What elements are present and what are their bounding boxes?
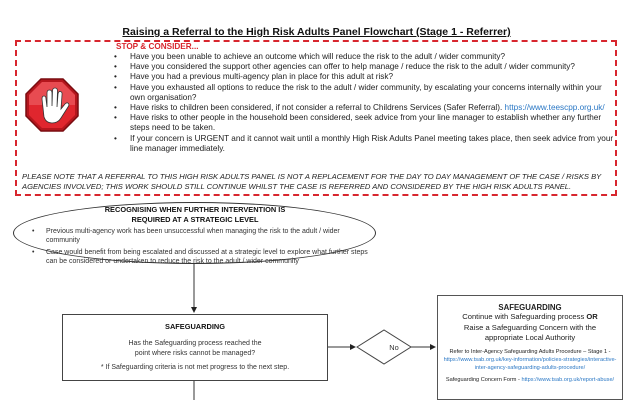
list-item: • Previous multi-agency work has been unsuccessful when managing the risk to the adult / wider community	[30, 227, 370, 245]
safeguarding-outcome-box: SAFEGUARDING Continue with Safeguarding process OR Raise a Safeguarding Concern with the appropriate Local Authority Refer to Inter-Agency Safeguarding Adults Procedure – Stage 1 - https://www.tsab.org.uk/key-information/policies-strategies/interactive-inter-agency-safeguarding-adults-procedure/ Safeguarding Concern Form - https://www.tsab.org.uk/report-abuse/	[437, 295, 623, 400]
recognising-title: RECOGNISING WHEN FURTHER INTERVENTION IS REQUIRED AT A STRATEGIC LEVEL	[104, 205, 286, 224]
referral-note: PLEASE NOTE THAT A REFERRAL TO THIS HIGH RISK ADULTS PANEL IS NOT A REPLACEMENT FOR THE DAY TO DAY MANAGEMENT OF THE CASE / RISKS BY AGENCIES INVOLVED; THIS WORK SHOULD STILL CONTINUE WHILST THE CASE IS REFERRED AND CONSIDERED BY THE HIGH RISK ADULTS PANEL.	[22, 172, 602, 191]
concern-form-text: Safeguarding Concern Form - https://www.tsab.org.uk/report-abuse/	[445, 376, 615, 383]
stop-consider-heading: STOP & CONSIDER...	[116, 42, 199, 51]
decision-no-label: No	[389, 343, 399, 352]
report-abuse-link[interactable]: https://www.tsab.org.uk/report-abuse/	[521, 376, 615, 383]
list-item: • Case would benefit from being escalated and discussed at a strategic level to explore what further steps can be considered or undertaken to reduce the risk to the adult / wider community	[30, 248, 370, 266]
list-item: • Have you had a previous multi-agency plan in place for this adult at risk?	[106, 72, 616, 82]
safeguarding-note: * If Safeguarding criteria is not met progress to the next step.	[100, 364, 290, 371]
list-item: • Have you been unable to achieve an outcome which will reduce the risk to the adult / wider community?	[106, 52, 616, 62]
procedure-link[interactable]: https://www.tsab.org.uk/key-information/policies-strategies/interactive-inter-agency-safeguarding-adults-procedure/	[443, 356, 617, 371]
safeguarding-decision-box	[62, 314, 328, 381]
teescpp-link[interactable]: https://www.teescpp.org.uk/	[504, 103, 605, 113]
safeguarding-question: Has the Safeguarding process reached the point where risks cannot be managed?	[128, 340, 262, 357]
safeguarding-heading: SAFEGUARDING	[165, 322, 225, 331]
list-item: • Have risks to children been considered, if not consider a referral to Childrens Services (Safer Referral). https://www.teescpp.org.uk/	[106, 103, 616, 113]
list-item: • Have risks to other people in the household been considered, seek advice from your line manager to establish whether any further steps need to be taken.	[106, 113, 616, 133]
page-title: Raising a Referral to the High Risk Adults Panel Flowchart (Stage 1 - Referrer)	[122, 26, 511, 38]
list-item: • If your concern is URGENT and it cannot wait until a monthly High Risk Adults Panel meeting takes place, then seek advice from your line manager immediately.	[106, 134, 616, 154]
list-item: • Have you exhausted all options to reduce the risk to the adult / wider community, by escalating your concerns internally within your own organisation?	[106, 83, 616, 103]
refer-procedure-text: Refer to Inter-Agency Safeguarding Adults Procedure – Stage 1 - https://www.tsab.org.uk/key-information/policies-strategies/interactive-inter-agency-safeguarding-adults-procedure/	[443, 348, 617, 371]
list-item: • Have you considered the support other agencies can offer to help manage / reduce the risk to the adult / wider community?	[106, 62, 616, 72]
outcome-heading: SAFEGUARDING	[498, 303, 562, 312]
